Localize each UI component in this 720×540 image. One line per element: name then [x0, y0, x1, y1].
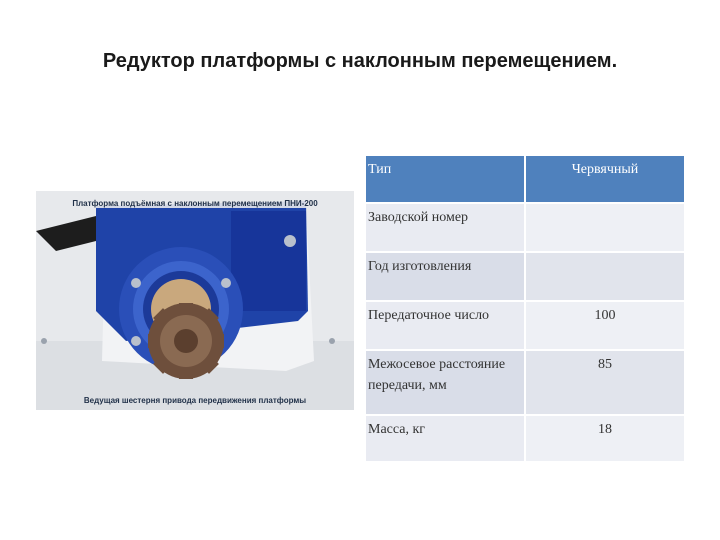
specs-table	[366, 156, 684, 463]
gearbox-photo	[36, 191, 354, 410]
row-label: Передаточное число	[366, 301, 525, 350]
photo-caption-top: Платформа подъёмная с наклонным перемещением ПНИ-200	[36, 199, 354, 208]
row-value: 100	[525, 301, 684, 350]
photo-caption-bottom: Ведущая шестерня привода передвижения платформы	[83, 396, 307, 405]
table-row	[366, 301, 684, 350]
row-label: Год изготовления	[366, 252, 525, 301]
gear	[148, 303, 224, 379]
row-value: 18	[525, 415, 684, 462]
table-row	[366, 252, 684, 301]
row-label: Масса, кг	[366, 415, 525, 462]
table-row	[366, 203, 684, 252]
table-header-row	[366, 156, 684, 203]
header-label-cell: Тип	[366, 156, 525, 203]
header-value-cell: Червячный	[525, 156, 684, 203]
table-row	[366, 350, 684, 415]
row-value	[525, 203, 684, 252]
row-value: 85	[525, 350, 684, 415]
row-value	[525, 252, 684, 301]
slide-title: Редуктор платформы с наклонным перемещением.	[102, 50, 618, 72]
gearbox-illustration	[36, 191, 354, 410]
row-label: Межосевое расстояние передачи, мм	[366, 350, 525, 415]
row-label: Заводской номер	[366, 203, 525, 252]
table-row	[366, 415, 684, 462]
